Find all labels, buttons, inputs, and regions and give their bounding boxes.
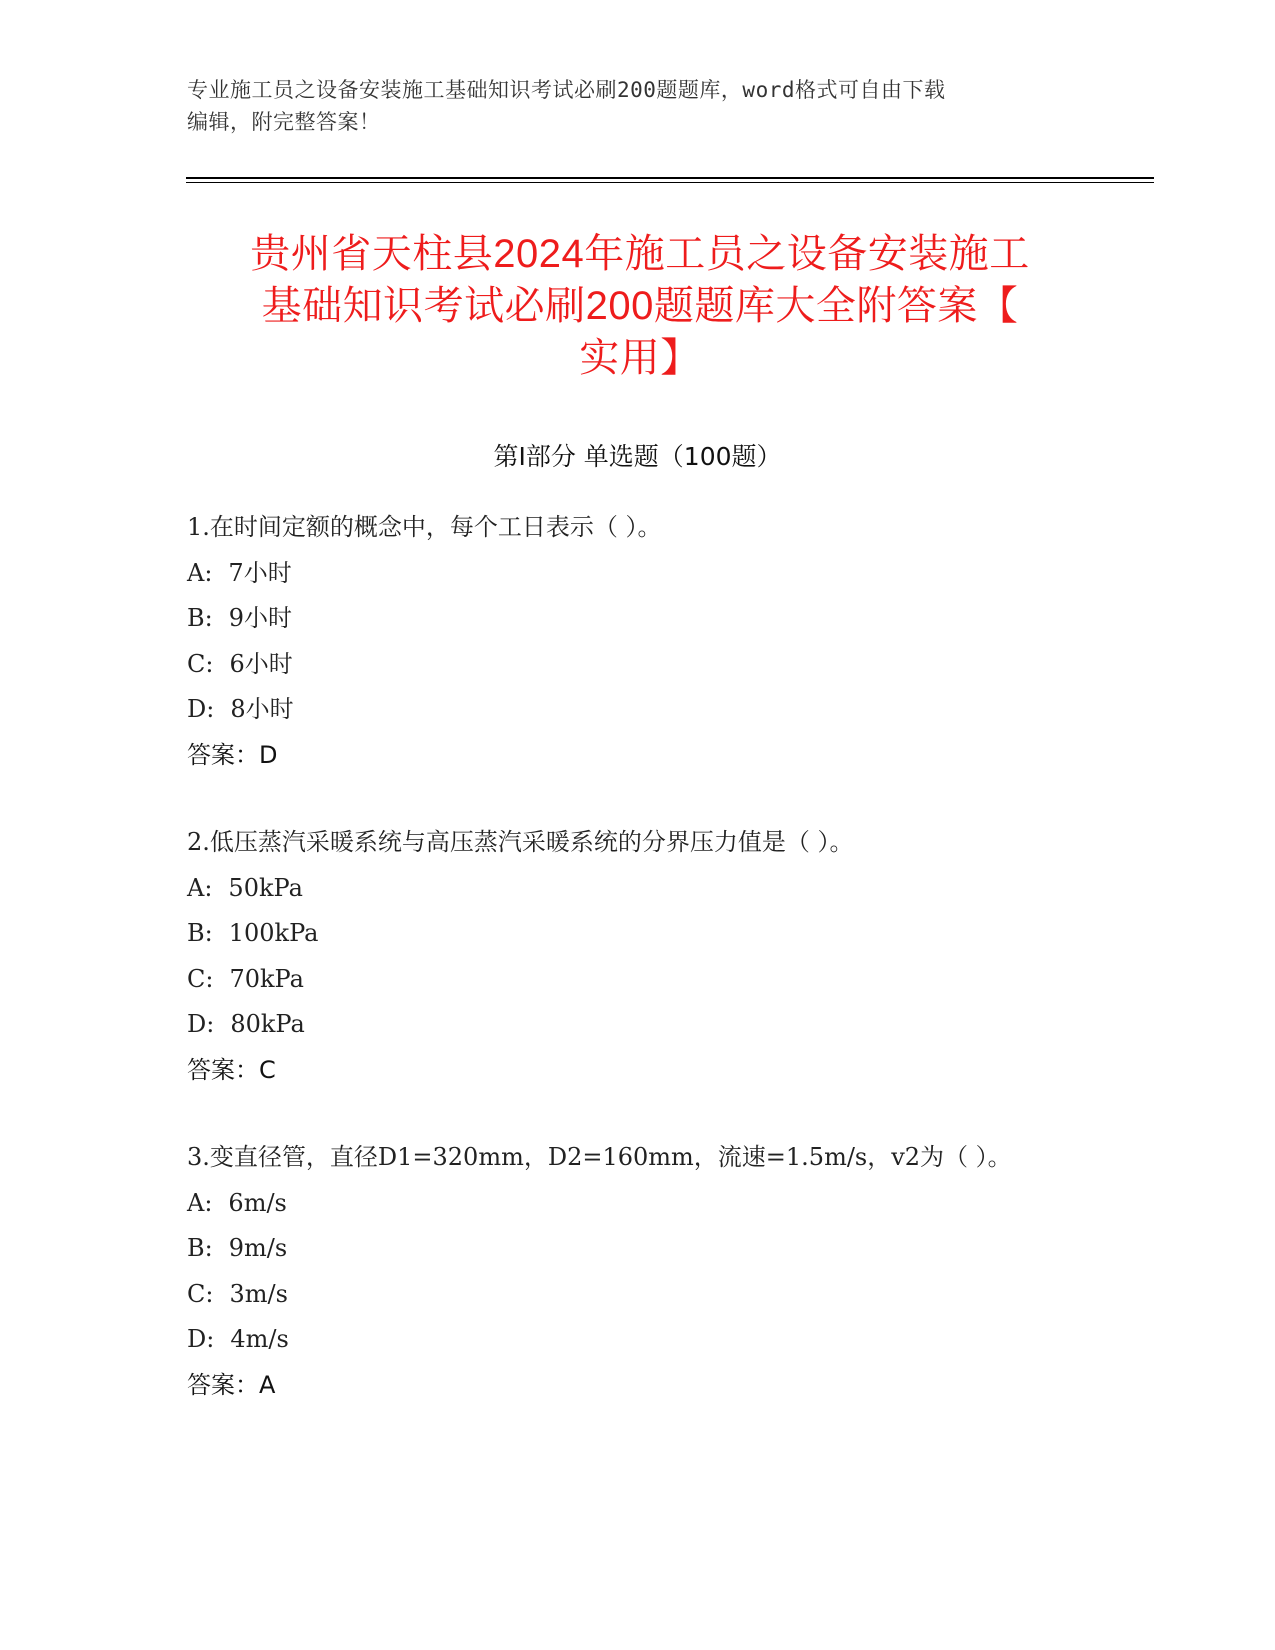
option-letter: D: bbox=[187, 1010, 215, 1038]
option-text: 6m/s bbox=[228, 1188, 287, 1217]
option-letter: A: bbox=[187, 873, 213, 902]
question-2 bbox=[187, 820, 1107, 1093]
question-1 bbox=[187, 505, 1107, 778]
option-text: 7小时 bbox=[228, 558, 292, 587]
answer-value: A bbox=[259, 1370, 276, 1399]
document-title-line-1: 贵州省天柱县2024年施工员之设备安装施工 bbox=[250, 232, 1030, 276]
question-stem: 1.在时间定额的概念中，每个工日表示（ ）。 bbox=[187, 513, 662, 541]
option-a bbox=[187, 1181, 1107, 1227]
option-d bbox=[187, 1317, 1107, 1363]
option-letter: B: bbox=[187, 919, 213, 947]
section-heading: 第Ⅰ部分 单选题（100题） bbox=[493, 442, 782, 471]
answer-value: C bbox=[259, 1055, 276, 1084]
option-text: 9m/s bbox=[228, 1234, 288, 1262]
option-a bbox=[187, 551, 1107, 597]
option-letter: D: bbox=[187, 695, 215, 723]
document-title-line-3: 实用】 bbox=[579, 336, 701, 380]
option-text: 80kPa bbox=[230, 1010, 305, 1038]
option-letter: B: bbox=[187, 1234, 213, 1262]
question-stem: 2.低压蒸汽采暖系统与高压蒸汽采暖系统的分界压力值是（ ）。 bbox=[187, 828, 854, 856]
option-b bbox=[187, 596, 1107, 642]
option-text: 100kPa bbox=[228, 919, 319, 947]
option-text: 3m/s bbox=[229, 1279, 288, 1308]
option-text: 50kPa bbox=[228, 873, 303, 902]
option-d bbox=[187, 1002, 1107, 1048]
option-text: 9小时 bbox=[228, 604, 293, 632]
header-divider-thin bbox=[186, 182, 1154, 183]
option-b bbox=[187, 1226, 1107, 1272]
option-text: 6小时 bbox=[229, 649, 293, 678]
question-stem: 3.变直径管，直径D1=320mm，D2=160mm，流速=1.5m/s，v2为（ ）。 bbox=[187, 1143, 1012, 1171]
document-title-line-2: 基础知识考试必刷200题题库大全附答案【 bbox=[261, 284, 1019, 328]
option-letter: A: bbox=[187, 558, 213, 587]
option-c bbox=[187, 957, 1107, 1003]
answer-label: 答案： bbox=[187, 740, 259, 769]
document-title bbox=[180, 228, 1100, 384]
option-b bbox=[187, 911, 1107, 957]
option-letter: C: bbox=[187, 649, 214, 678]
option-c bbox=[187, 642, 1107, 688]
question-3 bbox=[187, 1135, 1107, 1408]
answer-line bbox=[187, 733, 1107, 779]
option-text: 70kPa bbox=[229, 964, 304, 993]
answer-label: 答案： bbox=[187, 1370, 259, 1399]
answer-line bbox=[187, 1048, 1107, 1094]
header-note-line-2: 编辑，附完整答案！ bbox=[187, 110, 381, 134]
option-letter: D: bbox=[187, 1325, 215, 1353]
answer-label: 答案： bbox=[187, 1055, 259, 1084]
option-letter: A: bbox=[187, 1188, 213, 1217]
header-note bbox=[187, 74, 1087, 138]
header-divider-thick bbox=[186, 177, 1154, 179]
option-letter: B: bbox=[187, 604, 213, 632]
header-note-line-1: 专业施工员之设备安装施工基础知识考试必刷200题题库，word格式可自由下载 bbox=[187, 78, 946, 102]
option-text: 4m/s bbox=[230, 1325, 289, 1353]
option-text: 8小时 bbox=[230, 695, 294, 723]
option-c bbox=[187, 1272, 1107, 1318]
answer-value: D bbox=[259, 740, 278, 769]
option-d bbox=[187, 687, 1107, 733]
option-letter: C: bbox=[187, 1279, 214, 1308]
option-letter: C: bbox=[187, 964, 214, 993]
answer-line bbox=[187, 1363, 1107, 1409]
option-a bbox=[187, 866, 1107, 912]
